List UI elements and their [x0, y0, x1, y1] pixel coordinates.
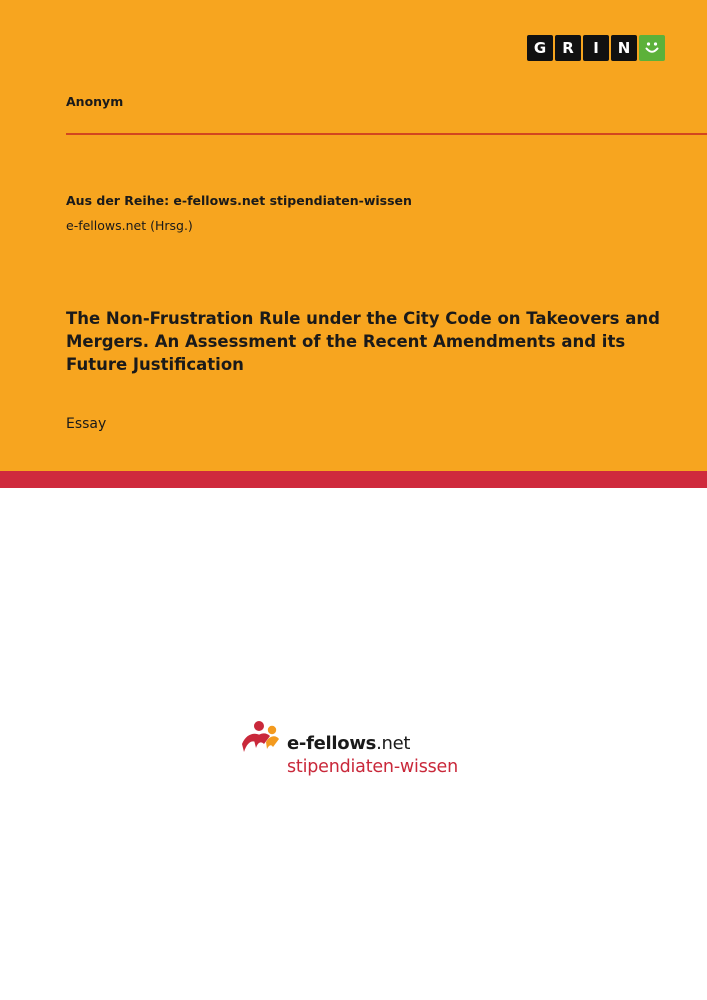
e-fellows-name-bold: e-fellows	[287, 733, 377, 754]
grin-letter-g: G	[527, 35, 553, 61]
grin-letter-n: N	[611, 35, 637, 61]
author-name: Anonym	[66, 94, 124, 109]
e-fellows-logo	[240, 720, 480, 780]
editor-line: e-fellows.net (Hrsg.)	[66, 218, 193, 233]
e-fellows-subtitle: stipendiaten-wissen	[287, 757, 459, 777]
series-line: Aus der Reihe: e-fellows.net stipendiaten-wissen	[66, 193, 412, 208]
grin-letter-r: R	[555, 35, 581, 61]
e-fellows-figures-icon	[240, 720, 284, 756]
cover-red-band	[0, 471, 707, 488]
divider-line	[66, 133, 707, 135]
smile-face-icon	[639, 35, 665, 61]
cover-background	[0, 0, 707, 471]
e-fellows-name	[287, 733, 410, 754]
document-type: Essay	[66, 416, 107, 432]
grin-logo	[527, 35, 665, 61]
document-title: The Non-Frustration Rule under the City Code on Takeovers and Mergers. An Assessment of the Recent Amendments and its Future Justification	[66, 309, 660, 374]
grin-letter-i: I	[583, 35, 609, 61]
e-fellows-name-suffix: .net	[376, 733, 411, 754]
